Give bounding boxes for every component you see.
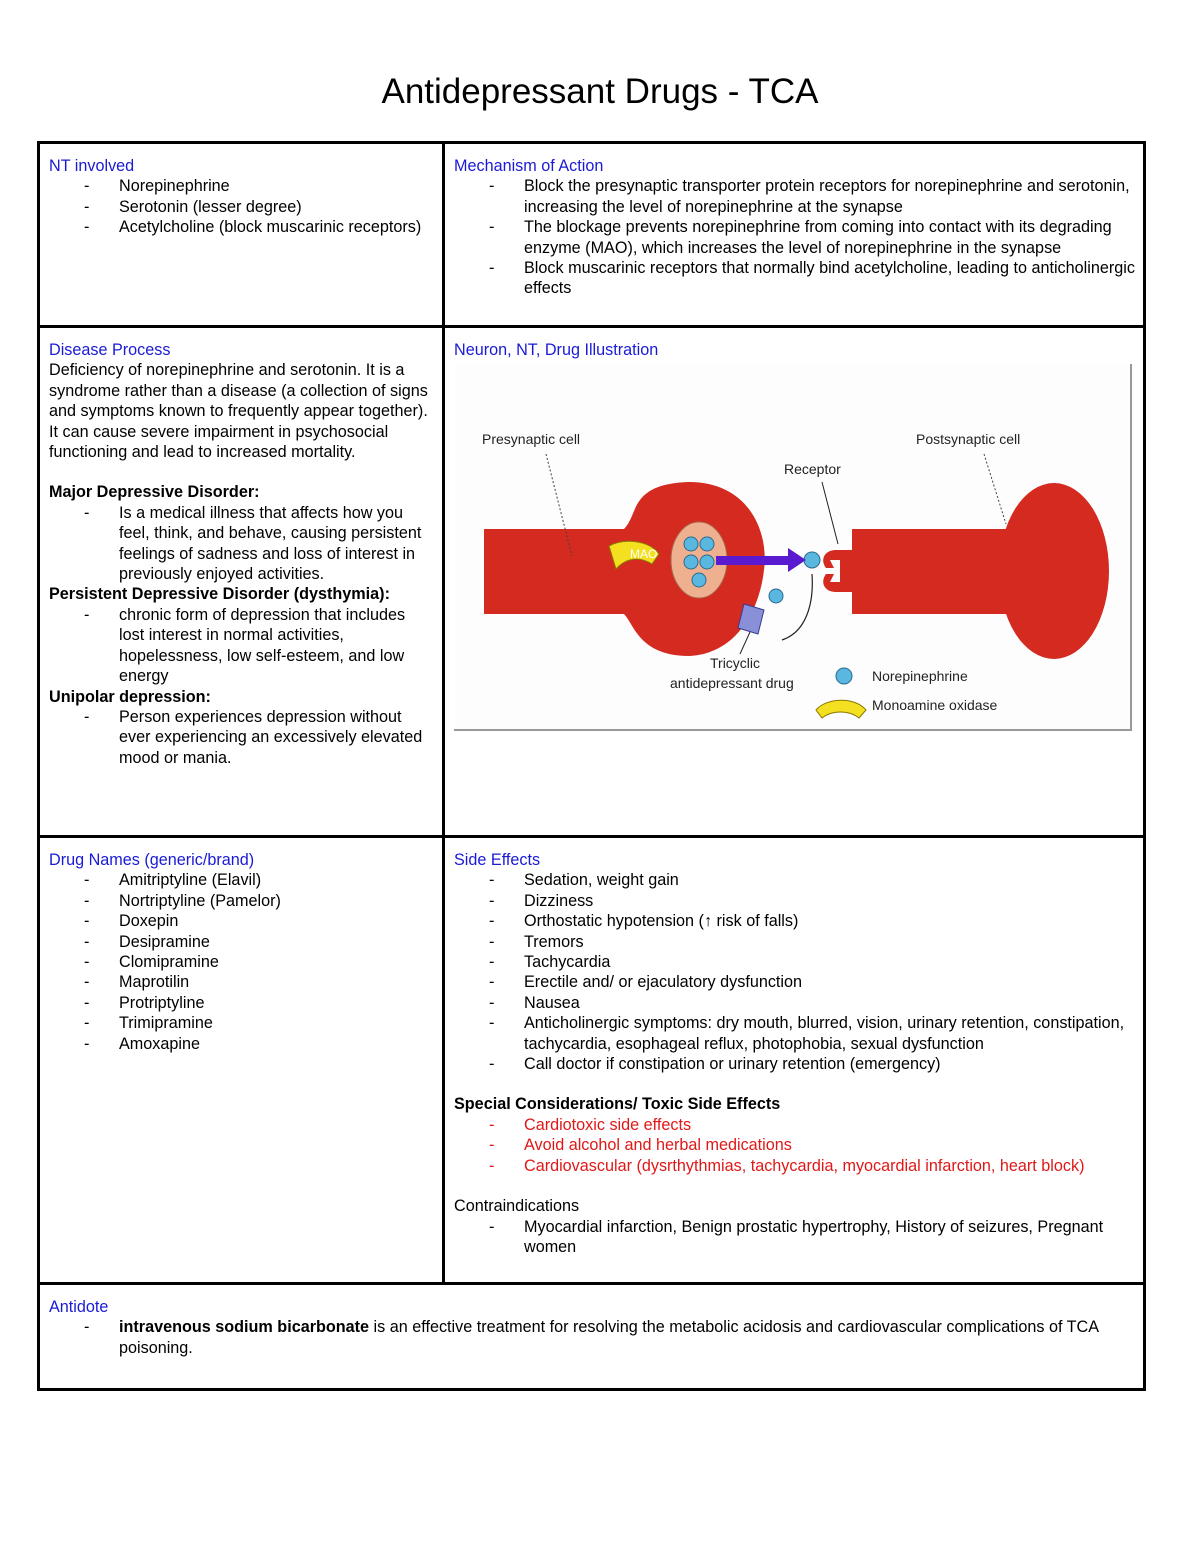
contra-list [454,1217,1135,1258]
drugs-list [49,870,434,1054]
list-item: - Serotonin (lesser degree) [119,197,434,217]
mdd-list [49,503,434,585]
list-item: - Is a medical illness that affects how you feel, think, and behave, causing persistent feelings of sadness and loss of interest in previously enjoyed activities. [119,503,434,585]
special-title: Special Considerations/ Toxic Side Effects [454,1095,781,1114]
list-item: - Desipramine [119,932,434,952]
list-item: - Tachycardia [524,952,1135,972]
list-item: - Tremors [524,932,1135,952]
moa-cell [444,143,1145,327]
moa-list [454,176,1135,298]
ne-legend-label: Norepinephrine [872,668,968,685]
list-item: - Cardiovascular (dysrthythmias, tachycardia, myocardial infarction, heart block) [524,1156,1135,1176]
drugs-heading: Drug Names (generic/brand) [49,851,255,869]
list-item: - Sedation, weight gain [524,870,1135,890]
antidote-heading: Antidote [49,1298,109,1316]
illustration-cell [444,327,1145,837]
nt-heading: NT involved [49,157,135,175]
drugs-cell [39,837,444,1284]
pdd-title: Persistent Depressive Disorder (dysthymia): [49,585,390,604]
antidote-text: is an effective treatment for resolving the metabolic acidosis and cardiovascular complications of TCA poisoning. [119,1318,1099,1357]
list-item: - Erectile and/ or ejaculatory dysfunction [524,972,1135,992]
list-item: - Nortriptyline (Pamelor) [119,891,434,911]
tricyclic-label-1: Tricyclic [710,655,761,672]
neuron-illustration [454,364,1134,732]
list-item: - Amoxapine [119,1034,434,1054]
list-item: - Doxepin [119,911,434,931]
info-table [37,141,1146,1391]
list-item: - Protriptyline [119,993,434,1013]
list-item: - Avoid alcohol and herbal medications [524,1135,1135,1155]
unipolar-title: Unipolar depression: [49,687,211,706]
list-item: - Orthostatic hypotension (↑ risk of falls) [524,911,1135,931]
contra-title: Contraindications [454,1197,580,1216]
illustration-heading: Neuron, NT, Drug Illustration [454,341,659,359]
list-item: - The blockage prevents norepinephrine from coming into contact with its degrading enzyme (MAO), which increases the level of norepinephrine in the synapse [524,217,1135,258]
disease-cell [39,327,444,837]
side-effects-heading: Side Effects [454,851,541,869]
nt-list [49,176,434,237]
pdd-list [49,605,434,687]
list-item: - Block muscarinic receptors that normally bind acetylcholine, leading to anticholinergic effects [524,258,1135,299]
list-item: - Person experiences depression without ever experiencing an excessively elevated mood or mania. [119,707,434,768]
list-item: - Call doctor if constipation or urinary retention (emergency) [524,1054,1135,1074]
list-item: - Acetylcholine (block muscarinic receptors) [119,217,434,237]
disease-heading: Disease Process [49,341,171,359]
side-effects-cell [444,837,1145,1284]
antidote-list [49,1317,1135,1358]
list-item: - Trimipramine [119,1013,434,1033]
presynaptic-label: Presynaptic cell [482,431,581,448]
nt-cell [39,143,444,327]
list-item: - Dizziness [524,891,1135,911]
unipolar-list [49,707,434,768]
special-list [454,1115,1135,1176]
list-item [119,1317,1135,1358]
list-item: - Cardiotoxic side effects [524,1115,1135,1135]
antidote-bold: intravenous sodium bicarbonate [119,1318,370,1337]
list-item: - Norepinephrine [119,176,434,196]
mdd-title: Major Depressive Disorder: [49,483,260,502]
disease-intro: Deficiency of norepinephrine and serotonin. It is a syndrome rather than a disease (a collection of signs and symptoms known to frequently appear together). It can cause severe impairment in psychosocial functioning and lead to increased mortality. [49,361,428,462]
mao-label: MAO [630,547,658,562]
postsynaptic-label: Postsynaptic cell [916,431,1021,448]
antidote-cell [39,1284,1145,1390]
ne-legend-icon [836,668,852,684]
tricyclic-label-2: antidepressant drug [670,675,794,692]
list-item: - Clomipramine [119,952,434,972]
list-item: - chronic form of depression that includes lost interest in normal activities, hopelessness, low self-esteem, and low energy [119,605,434,687]
list-item: - Nausea [524,993,1135,1013]
list-item: - Anticholinergic symptoms: dry mouth, blurred, vision, urinary retention, constipation, tachycardia, esophageal reflux, photophobia, sexual dysfunction [524,1013,1135,1054]
receptor-label: Receptor [784,461,841,478]
moa-heading: Mechanism of Action [454,157,604,175]
list-item: - Block the presynaptic transporter protein receptors for norepinephrine and serotonin, increasing the level of norepinephrine at the synapse [524,176,1135,217]
list-item: - Maprotilin [119,972,434,992]
mao-legend-label: Monoamine oxidase [872,697,998,714]
side-effects-list [454,870,1135,1074]
page-title: Antidepressant Drugs - TCA [381,72,819,111]
list-item: - Amitriptyline (Elavil) [119,870,434,890]
list-item: - Myocardial infarction, Benign prostatic hypertrophy, History of seizures, Pregnant women [524,1217,1135,1258]
